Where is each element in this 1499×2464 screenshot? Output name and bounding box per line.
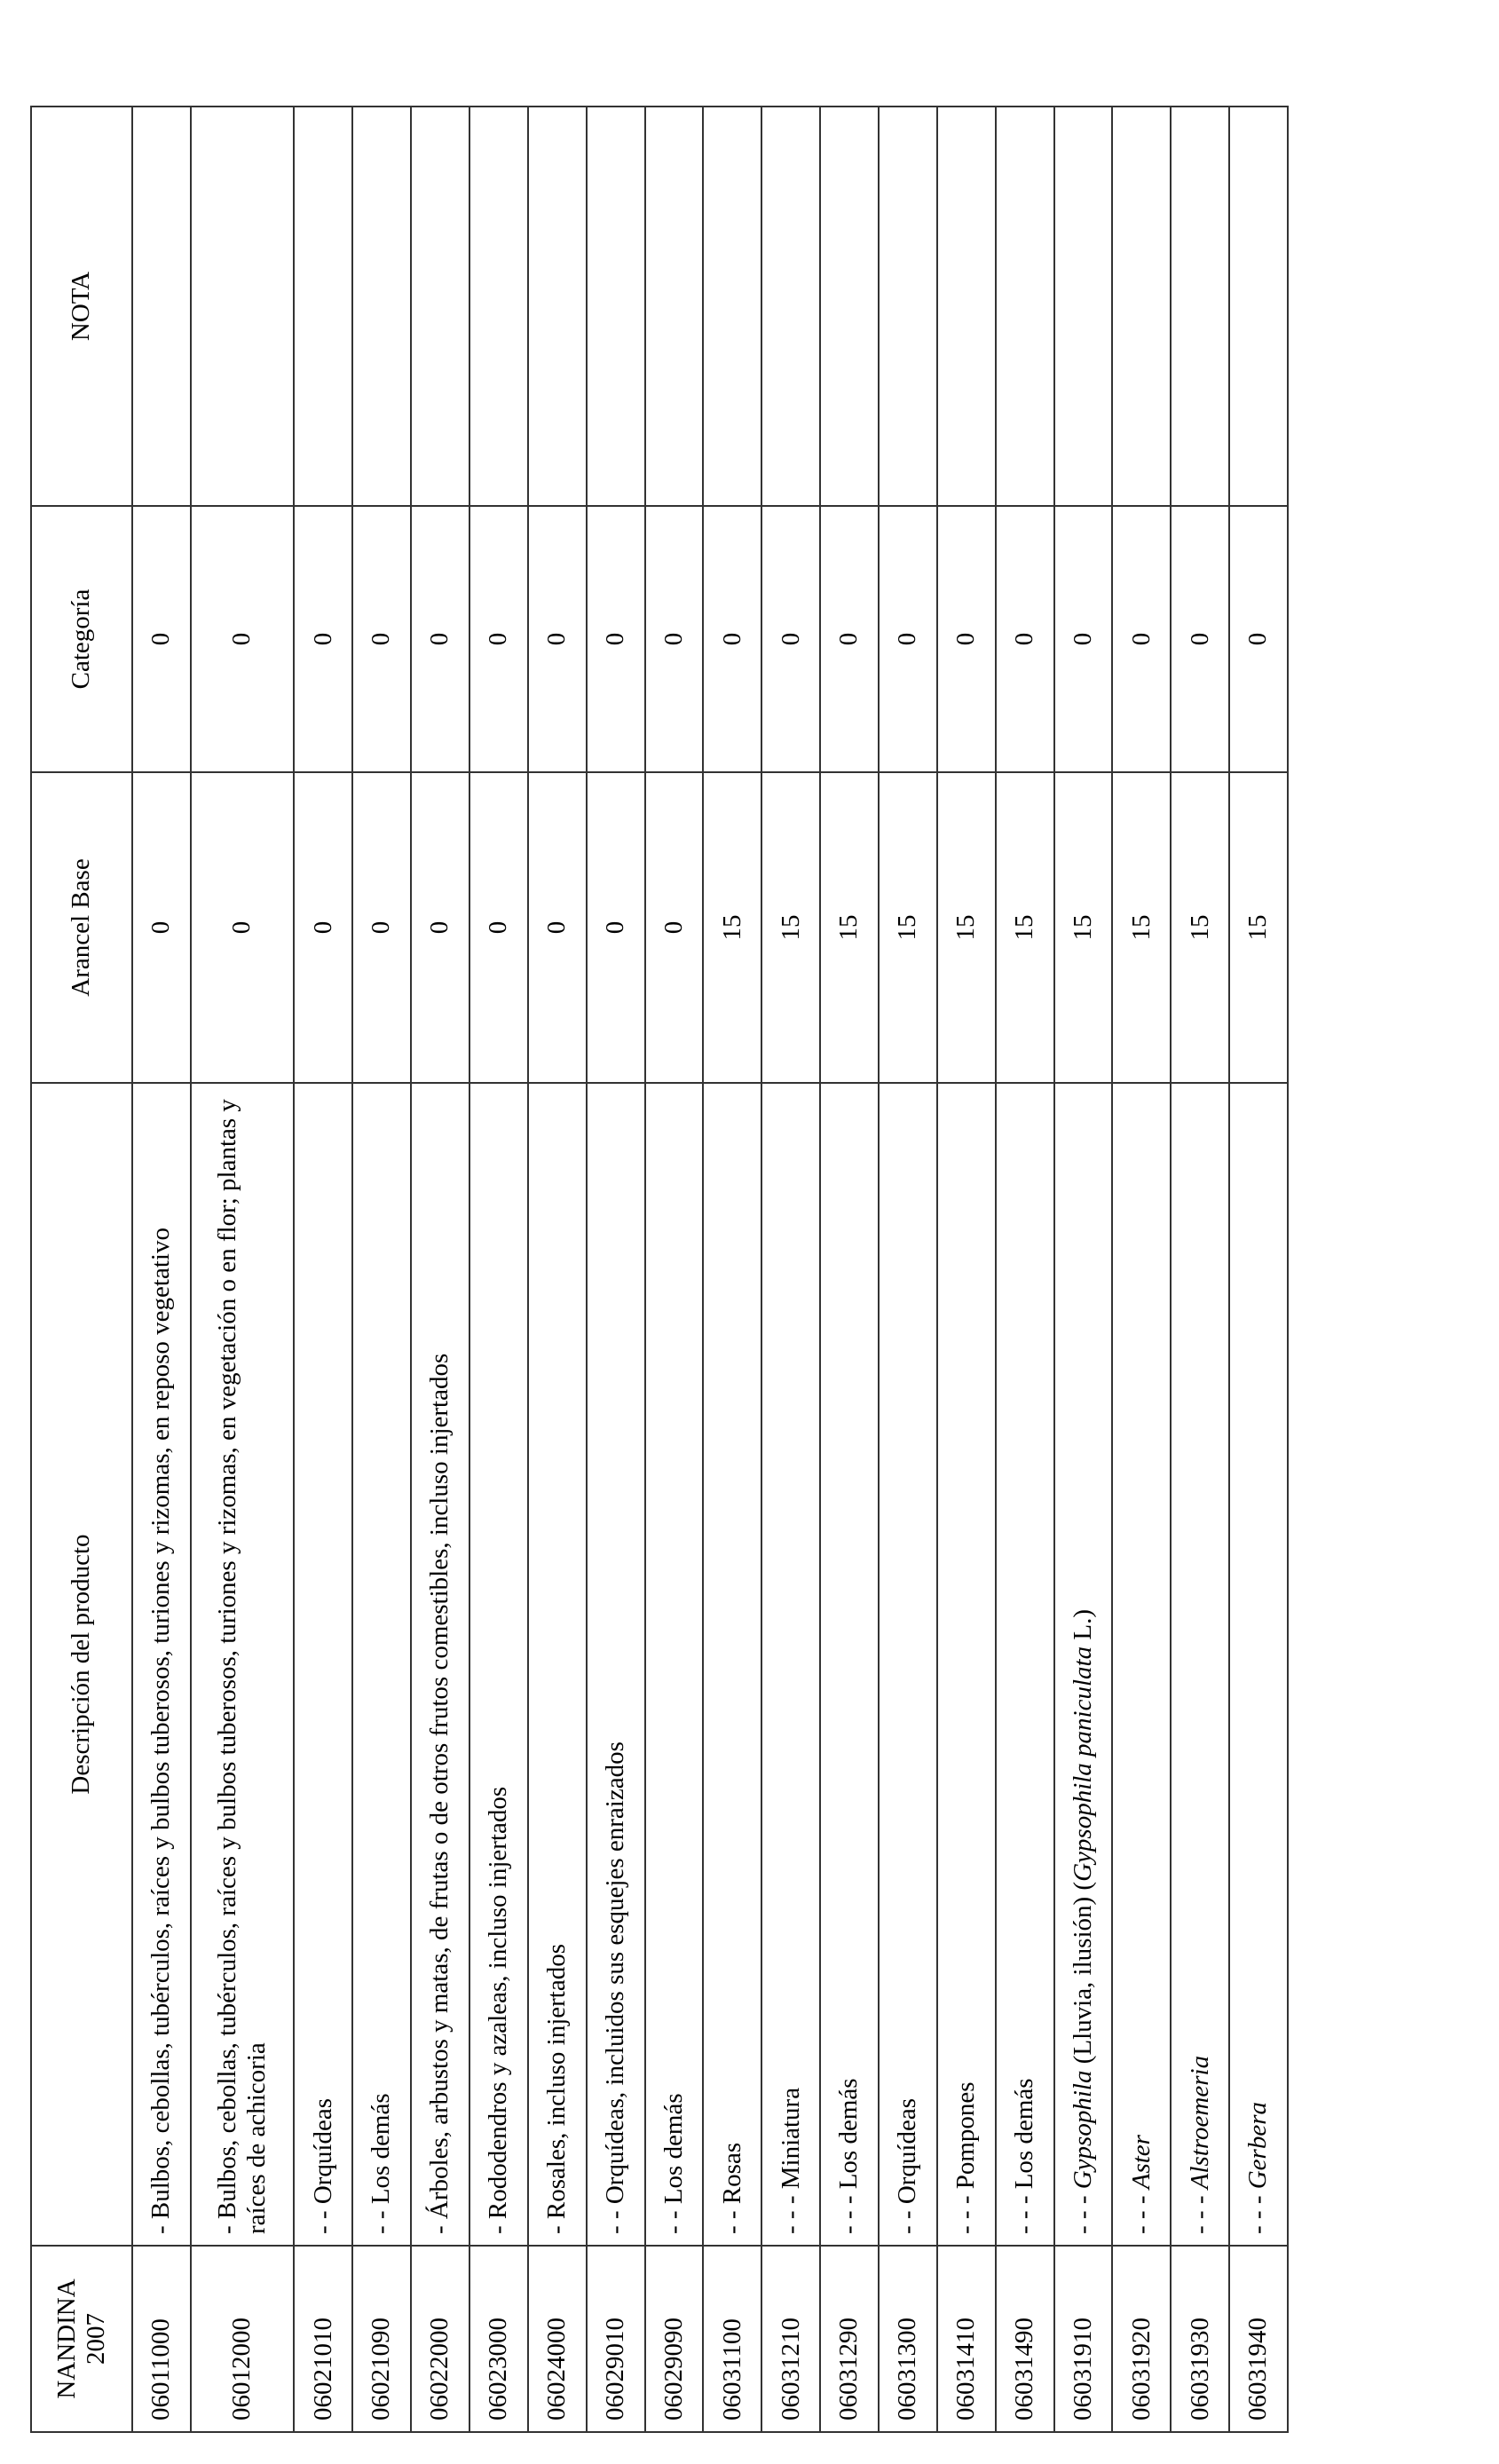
cell-note [879,107,937,506]
cell-nandina-code: 06031940 [1229,2246,1288,2432]
cell-category: 0 [132,506,191,772]
scientific-name: Gypsophila [1068,2070,1097,2190]
table-row [996,107,1054,2432]
cell-category: 0 [191,506,295,772]
cell-category: 0 [645,506,704,772]
rotated-page [30,107,1289,2433]
table-row [411,107,469,2432]
cell-category: 0 [528,506,587,772]
cell-description [191,1083,295,2246]
cell-category: 0 [587,506,645,772]
header-description: Descripción del producto [31,1083,132,2246]
cell-category: 0 [469,506,528,772]
description-text: (Lluvia, ilusión) ( [1068,1881,1097,2071]
description-text: - - - [1243,2189,1273,2234]
cell-nandina-code: 06029010 [587,2246,645,2432]
cell-nandina-code: 06031100 [703,2246,761,2432]
table-row [1054,107,1113,2432]
cell-base-tariff: 15 [996,772,1054,1083]
table-row [469,107,528,2432]
cell-description [528,1083,587,2246]
cell-description [1112,1083,1171,2246]
table-row [294,107,352,2432]
cell-description [132,1083,191,2246]
table-row [352,107,411,2432]
cell-description [879,1083,937,2246]
cell-category: 0 [411,506,469,772]
cell-nandina-code: 06029090 [645,2246,704,2432]
cell-description [411,1083,469,2246]
cell-note [528,107,587,506]
description-text: - - - Pompones [951,2081,981,2234]
cell-base-tariff: 15 [1112,772,1171,1083]
cell-nandina-code: 06031290 [820,2246,879,2432]
cell-base-tariff: 0 [294,772,352,1083]
cell-note [1229,107,1288,506]
cell-base-tariff: 15 [879,772,937,1083]
cell-category: 0 [352,506,411,772]
scientific-name: Gerbera [1243,2102,1273,2190]
cell-base-tariff: 0 [132,772,191,1083]
cell-nandina-code: 06012000 [191,2246,295,2432]
cell-category: 0 [1171,506,1229,772]
cell-base-tariff: 0 [587,772,645,1083]
table-row [1112,107,1171,2432]
cell-category: 0 [1229,506,1288,772]
cell-base-tariff: 0 [411,772,469,1083]
table-row [820,107,879,2432]
cell-base-tariff: 0 [352,772,411,1083]
cell-description [645,1083,704,2246]
cell-description [1054,1083,1113,2246]
cell-nandina-code: 06031910 [1054,2246,1113,2432]
table-row [761,107,820,2432]
cell-note [469,107,528,506]
scientific-name: Aster [1126,2135,1156,2190]
cell-base-tariff: 15 [761,772,820,1083]
cell-nandina-code: 06031920 [1112,2246,1171,2432]
table-row [1229,107,1288,2432]
table-row [132,107,191,2432]
cell-description [820,1083,879,2246]
cell-note [294,107,352,506]
tariff-table [30,106,1289,2433]
cell-nandina-code: 06031300 [879,2246,937,2432]
header-nandina-line2: 2007 [82,2313,110,2365]
cell-note [1171,107,1229,506]
description-text: - Bulbos, cebollas, tubérculos, raíces y bulbos tuberosos, turiones y rizomas, en reposo vegetativo [146,1228,176,2234]
cell-nandina-code: 06024000 [528,2246,587,2432]
cell-base-tariff: 15 [937,772,996,1083]
cell-description [996,1083,1054,2246]
cell-description [469,1083,528,2246]
cell-note [645,107,704,506]
scientific-name: Gypsophila paniculata [1068,1646,1097,1882]
cell-category: 0 [1054,506,1113,772]
cell-note [820,107,879,506]
header-nandina-line1: NANDINA [51,2278,81,2399]
cell-nandina-code: 06023000 [469,2246,528,2432]
cell-nandina-code: 06031490 [996,2246,1054,2432]
cell-note [1112,107,1171,506]
cell-description [761,1083,820,2246]
description-text: - - Orquídeas [893,2097,922,2234]
header-row [31,107,132,2432]
cell-nandina-code: 06031930 [1171,2246,1229,2432]
cell-category: 0 [820,506,879,772]
cell-description [352,1083,411,2246]
cell-base-tariff: 15 [1229,772,1288,1083]
header-base-tariff: Arancel Base [31,772,132,1083]
description-text: - - - Los demás [1009,2078,1038,2234]
cell-category: 0 [879,506,937,772]
description-text: - - Rosas [717,2142,746,2234]
cell-base-tariff: 0 [645,772,704,1083]
cell-note [761,107,820,506]
scientific-name: Alstroemeria [1185,2055,1214,2190]
cell-nandina-code: 06021010 [294,2246,352,2432]
description-text: - - Los demás [659,2093,688,2234]
cell-nandina-code: 06022000 [411,2246,469,2432]
cell-nandina-code: 06031410 [937,2246,996,2432]
description-text: - - Orquídeas [308,2097,337,2234]
cell-note [996,107,1054,506]
cell-base-tariff: 15 [703,772,761,1083]
description-text: L.) [1068,1609,1097,1647]
description-text: - - - Miniatura [776,2087,805,2234]
cell-note [411,107,469,506]
cell-base-tariff: 15 [1171,772,1229,1083]
cell-base-tariff: 0 [528,772,587,1083]
cell-note [191,107,295,506]
table-row [528,107,587,2432]
header-note: NOTA [31,107,132,506]
cell-description [703,1083,761,2246]
table-row [879,107,937,2432]
cell-description [937,1083,996,2246]
header-nandina [31,2246,132,2432]
cell-note [703,107,761,506]
cell-base-tariff: 0 [469,772,528,1083]
description-text: - - Los demás [367,2093,396,2234]
table-row [645,107,704,2432]
cell-note [352,107,411,506]
cell-description [294,1083,352,2246]
cell-nandina-code: 06031210 [761,2246,820,2432]
description-text: - Bulbos, cebollas, tubérculos, raíces y bulbos tuberosos, turiones y rizomas, en vegetación o en flor; plantas y raíces de achicoria [212,1099,272,2234]
table-row [937,107,996,2432]
cell-category: 0 [294,506,352,772]
cell-category: 0 [703,506,761,772]
cell-note [937,107,996,506]
table-row [191,107,295,2432]
description-text: - - - [1068,2189,1097,2234]
cell-note [587,107,645,506]
cell-note [132,107,191,506]
description-text: - - - Los demás [834,2078,864,2234]
table-body [132,107,1288,2432]
description-text: - Árboles, arbustos y matas, de frutas o de otros frutos comestibles, incluso injertados [425,1353,454,2234]
table-row [1171,107,1229,2432]
description-text: - Rododendros y azaleas, incluso injertados [484,1786,513,2234]
description-text: - Rosales, incluso injertados [542,1943,572,2234]
description-text: - - Orquídeas, incluidos sus esquejes enraizados [600,1741,629,2234]
description-text: - - - [1126,2189,1156,2234]
cell-base-tariff: 15 [820,772,879,1083]
header-category: Categoría [31,506,132,772]
cell-nandina-code: 06011000 [132,2246,191,2432]
table-row [703,107,761,2432]
cell-description [587,1083,645,2246]
cell-category: 0 [761,506,820,772]
description-text: - - - [1185,2189,1214,2234]
cell-base-tariff: 0 [191,772,295,1083]
cell-description [1171,1083,1229,2246]
cell-category: 0 [937,506,996,772]
cell-nandina-code: 06021090 [352,2246,411,2432]
cell-note [1054,107,1113,506]
table-row [587,107,645,2432]
cell-description [1229,1083,1288,2246]
cell-category: 0 [996,506,1054,772]
cell-category: 0 [1112,506,1171,772]
cell-base-tariff: 15 [1054,772,1113,1083]
